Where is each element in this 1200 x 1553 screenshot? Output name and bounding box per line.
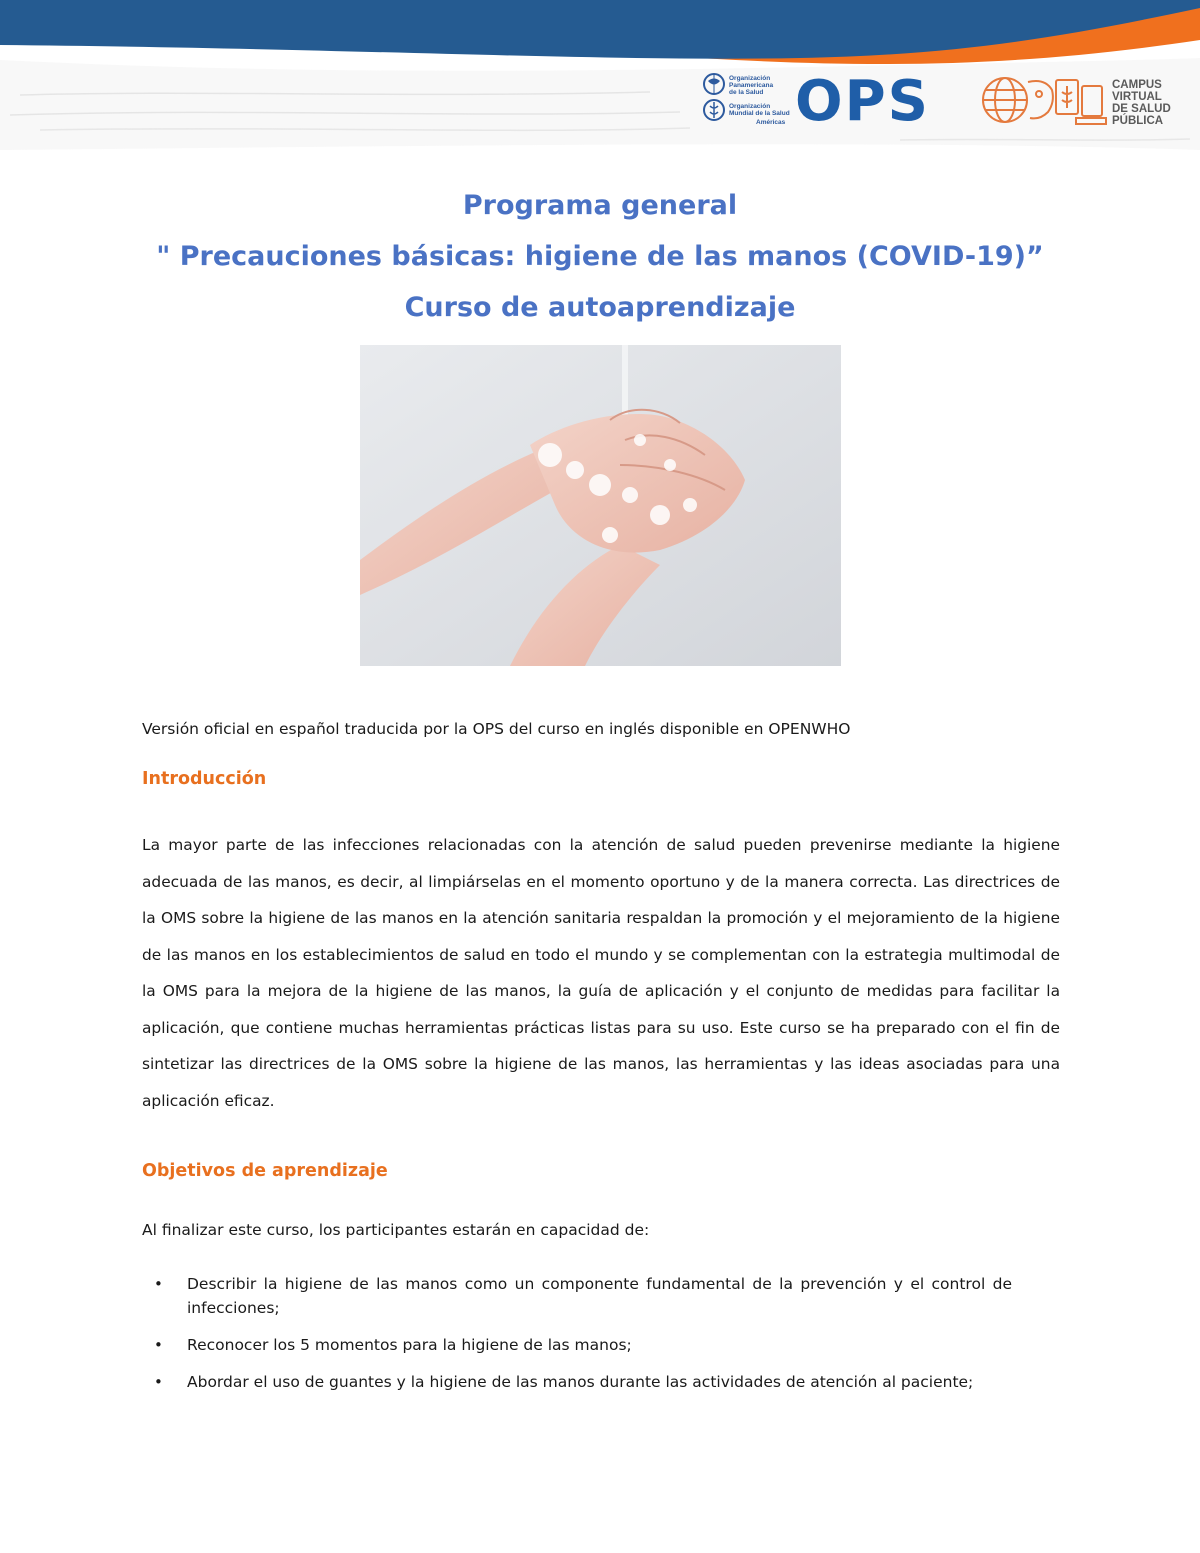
version-note: Versión oficial en español traducida por la OPS del curso en inglés disponible en OPENWHO xyxy=(142,720,851,738)
bullet-icon: • xyxy=(154,1373,163,1391)
paho-name-line-1: Organización xyxy=(729,75,771,82)
objectives-lead-in: Al finalizar este curso, los participantes estarán en capacidad de: xyxy=(142,1221,650,1239)
title-line-3: Curso de autoaprendizaje xyxy=(404,292,796,323)
bullet-icon: • xyxy=(154,1336,163,1354)
who-emblem-icon xyxy=(704,100,724,120)
objectives-heading: Objetivos de aprendizaje xyxy=(142,1161,388,1181)
list-item xyxy=(142,1333,1012,1357)
title-line-1: Programa general xyxy=(462,190,738,221)
header-logos xyxy=(700,68,1180,132)
paho-name-line-2: Panamericana xyxy=(729,82,774,89)
objective-text: Describir la higiene de las manos como un componente fundamental de la prevención y el control de infecciones; xyxy=(187,1275,1012,1317)
introduction-heading: Introducción xyxy=(142,769,267,789)
objectives-list xyxy=(142,1272,1060,1407)
campus-line-4: PÚBLICA xyxy=(1112,115,1164,127)
handwashing-photo xyxy=(360,345,841,666)
campus-line-2: VIRTUAL xyxy=(1112,91,1162,103)
who-region-label: Américas xyxy=(756,119,786,126)
campus-line-3: DE SALUD xyxy=(1112,103,1171,115)
who-name-line-2: Mundial de la Salud xyxy=(729,110,790,117)
objective-text: Abordar el uso de guantes y la higiene de las manos durante las actividades de atención al paciente; xyxy=(187,1373,974,1391)
list-item xyxy=(142,1272,1012,1320)
campus-line-1: CAMPUS xyxy=(1112,79,1162,91)
objective-text: Reconocer los 5 momentos para la higiene de las manos; xyxy=(187,1336,632,1354)
introduction-paragraph: La mayor parte de las infecciones relacionadas con la atención de salud pueden prevenirse mediante la higiene adecuada de las manos, es decir, al limpiárselas en el momento oportuno y de la manera correcta. Las directrices de la OMS sobre la higiene de las manos en la atención sanitaria respaldan la promoción y el mejoramiento de la higiene de las manos en los establecimientos de salud en todo el mundo y se complementan con la estrategia multimodal de la OMS para la mejora de la higiene de las manos, la guía de aplicación y el conjunto de medidas para facilitar la aplicación, que contiene muchas herramientas prácticas listas para su uso. Este curso se ha preparado con el fin de sintetizar las directrices de la OMS sobre la higiene de las manos, las herramientas y las ideas asociadas para una aplicación eficaz. xyxy=(142,836,1060,1110)
ops-logo-text: OPS xyxy=(795,69,930,132)
list-item xyxy=(142,1370,1012,1394)
paho-name-line-3: de la Salud xyxy=(729,89,764,96)
bullet-icon: • xyxy=(154,1275,163,1293)
document-title-block xyxy=(0,180,1200,333)
who-name-line-1: Organización xyxy=(729,103,771,110)
title-line-2: " Precauciones básicas: higiene de las manos (COVID-19)” xyxy=(156,241,1044,272)
campus-virtual-emblem-icon xyxy=(983,78,1106,124)
paho-emblem-icon xyxy=(704,74,724,94)
